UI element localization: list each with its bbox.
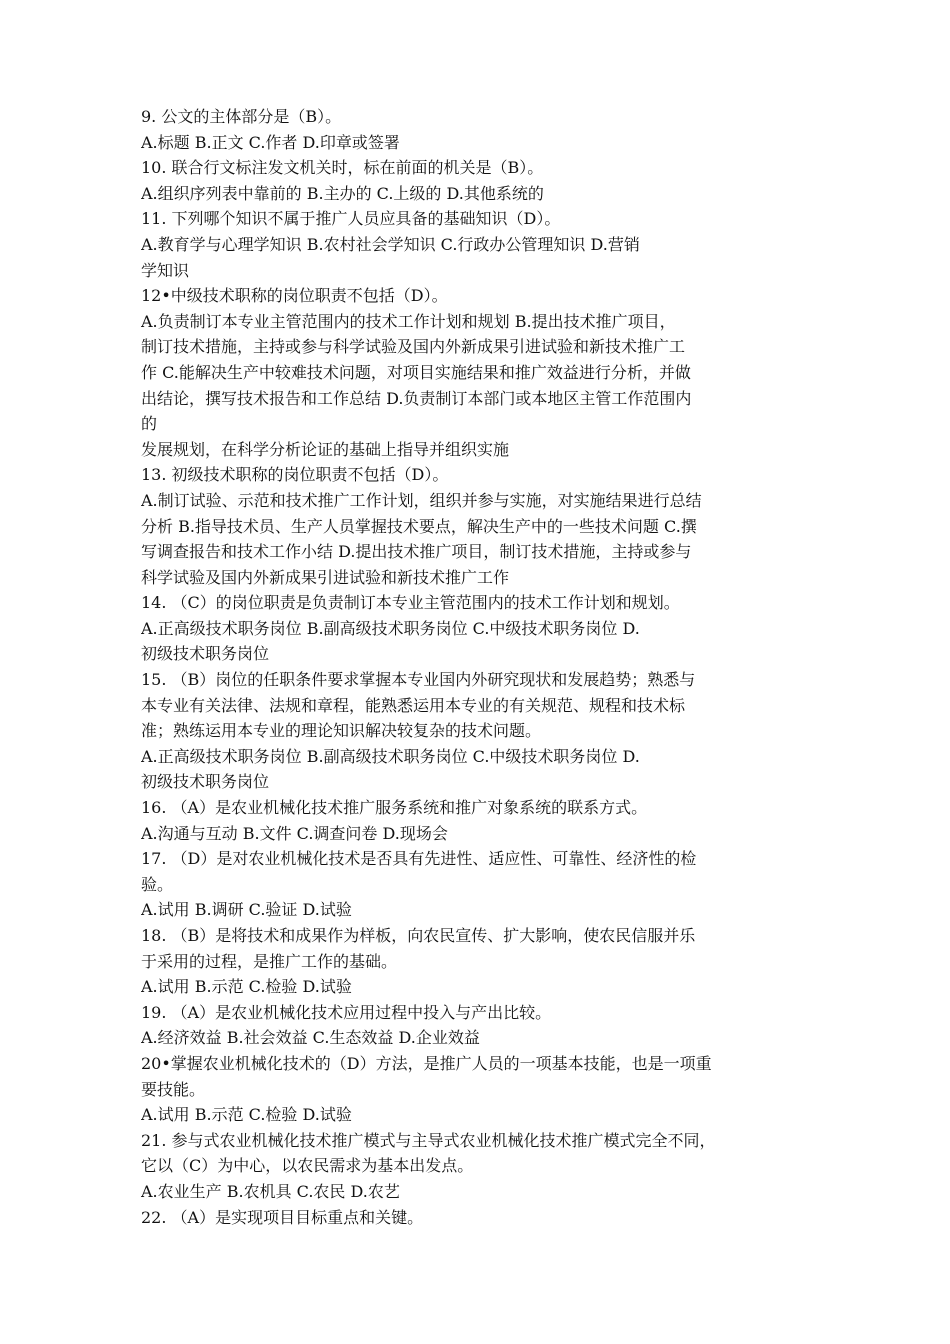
text-line: 验。 bbox=[141, 874, 174, 894]
text-line: 要技能。 bbox=[141, 1079, 206, 1099]
text-line: 学知识 bbox=[141, 260, 190, 280]
text-line: 13. 初级技术职称的岗位职责不包括（D）。 bbox=[141, 465, 449, 485]
text-line: 的 bbox=[141, 414, 158, 434]
text-line: A.负责制订本专业主管范围内的技术工作计划和规划 B.提出技术推广项目， bbox=[141, 311, 676, 331]
text-line: 10. 联合行文标注发文机关时，标在前面的机关是（B）。 bbox=[141, 158, 544, 178]
text-line: 19. （A）是农业机械化技术应用过程中投入与产出比较。 bbox=[141, 1002, 552, 1022]
text-line: A.试用 B.示范 C.检验 D.试验 bbox=[141, 977, 352, 997]
text-line: 22. （A）是实现项目目标重点和关键。 bbox=[141, 1207, 424, 1227]
text-line: 11. 下列哪个知识不属于推广人员应具备的基础知识（D）。 bbox=[141, 209, 561, 229]
text-line: 17. （D）是对农业机械化技术是否具有先进性、适应性、可靠性、经济性的检 bbox=[141, 849, 697, 869]
text-line: A.试用 B.示范 C.检验 D.试验 bbox=[141, 1105, 352, 1125]
text-line: 初级技术职务岗位 bbox=[141, 644, 270, 664]
text-line: 它以（C）为中心，以农民需求为基本出发点。 bbox=[141, 1156, 474, 1176]
text-line: A.试用 B.调研 C.验证 D.试验 bbox=[141, 900, 352, 920]
text-line: 16. （A）是农业机械化技术推广服务系统和推广对象系统的联系方式。 bbox=[141, 798, 648, 818]
text-line: 15. （B）岗位的任职条件要求掌握本专业国内外研究现状和发展趋势；熟悉与 bbox=[141, 670, 696, 690]
text-line: 12•中级技术职称的岗位职责不包括（D）。 bbox=[141, 286, 448, 306]
text-line: 出结论，撰写技术报告和工作总结 D.负责制订本部门或本地区主管工作范围内 bbox=[141, 388, 692, 408]
text-line: 于采用的过程，是推广工作的基础。 bbox=[141, 951, 398, 971]
text-line: A.制订试验、示范和技术推广工作计划，组织并参与实施，对实施结果进行总结 bbox=[141, 490, 702, 510]
text-line: A.标题 B.正文 C.作者 D.印章或签署 bbox=[141, 132, 400, 152]
text-line: 20•掌握农业机械化技术的（D）方法，是推广人员的一项基本技能，也是一项重 bbox=[141, 1053, 712, 1073]
text-line: A.组织序列表中靠前的 B.主办的 C.上级的 D.其他系统的 bbox=[141, 183, 544, 203]
text-line: 9. 公文的主体部分是（B）。 bbox=[141, 107, 342, 126]
text-line: 写调查报告和技术工作小结 D.提出技术推广项目，制订技术措施，主持或参与 bbox=[141, 542, 692, 562]
text-line: 作 C.能解决生产中较难技术问题，对项目实施结果和推广效益进行分析，并做 bbox=[141, 362, 691, 382]
text-line: A.教育学与心理学知识 B.农村社会学知识 C.行政办公管理知识 D.营销 bbox=[141, 234, 640, 254]
text-line: A.农业生产 B.农机具 C.农民 D.农艺 bbox=[141, 1181, 400, 1201]
text-line: 分析 B.指导技术员、生产人员掌握技术要点，解决生产中的一些技术问题 C.撰 bbox=[141, 516, 697, 536]
text-line: A.正高级技术职务岗位 B.副高级技术职务岗位 C.中级技术职务岗位 D. bbox=[141, 746, 640, 766]
document-body bbox=[141, 104, 821, 1230]
text-line: 科学试验及国内外新成果引进试验和新技术推广工作 bbox=[141, 567, 510, 587]
text-line: 本专业有关法律、法规和章程，能熟悉运用本专业的有关规范、规程和技术标 bbox=[141, 695, 686, 715]
text-line: 14. （C）的岗位职责是负责制订本专业主管范围内的技术工作计划和规划。 bbox=[141, 593, 680, 613]
text-line: 初级技术职务岗位 bbox=[141, 772, 270, 792]
text-line: 发展规划，在科学分析论证的基础上指导并组织实施 bbox=[141, 439, 510, 459]
text-line: 21. 参与式农业机械化技术推广模式与主导式农业机械化技术推广模式完全不同， bbox=[141, 1130, 716, 1150]
text-line: A.沟通与互动 B.文件 C.调查问卷 D.现场会 bbox=[141, 823, 448, 843]
text-line: 准；熟练运用本专业的理论知识解决较复杂的技术问题。 bbox=[141, 721, 542, 741]
text-line: A.正高级技术职务岗位 B.副高级技术职务岗位 C.中级技术职务岗位 D. bbox=[141, 618, 640, 638]
text-line: A.经济效益 B.社会效益 C.生态效益 D.企业效益 bbox=[141, 1028, 480, 1048]
text-line: 18. （B）是将技术和成果作为样板，向农民宣传、扩大影响，使农民信服并乐 bbox=[141, 926, 696, 945]
text-line: 制订技术措施，主持或参与科学试验及国内外新成果引进试验和新技术推广工 bbox=[141, 337, 686, 357]
